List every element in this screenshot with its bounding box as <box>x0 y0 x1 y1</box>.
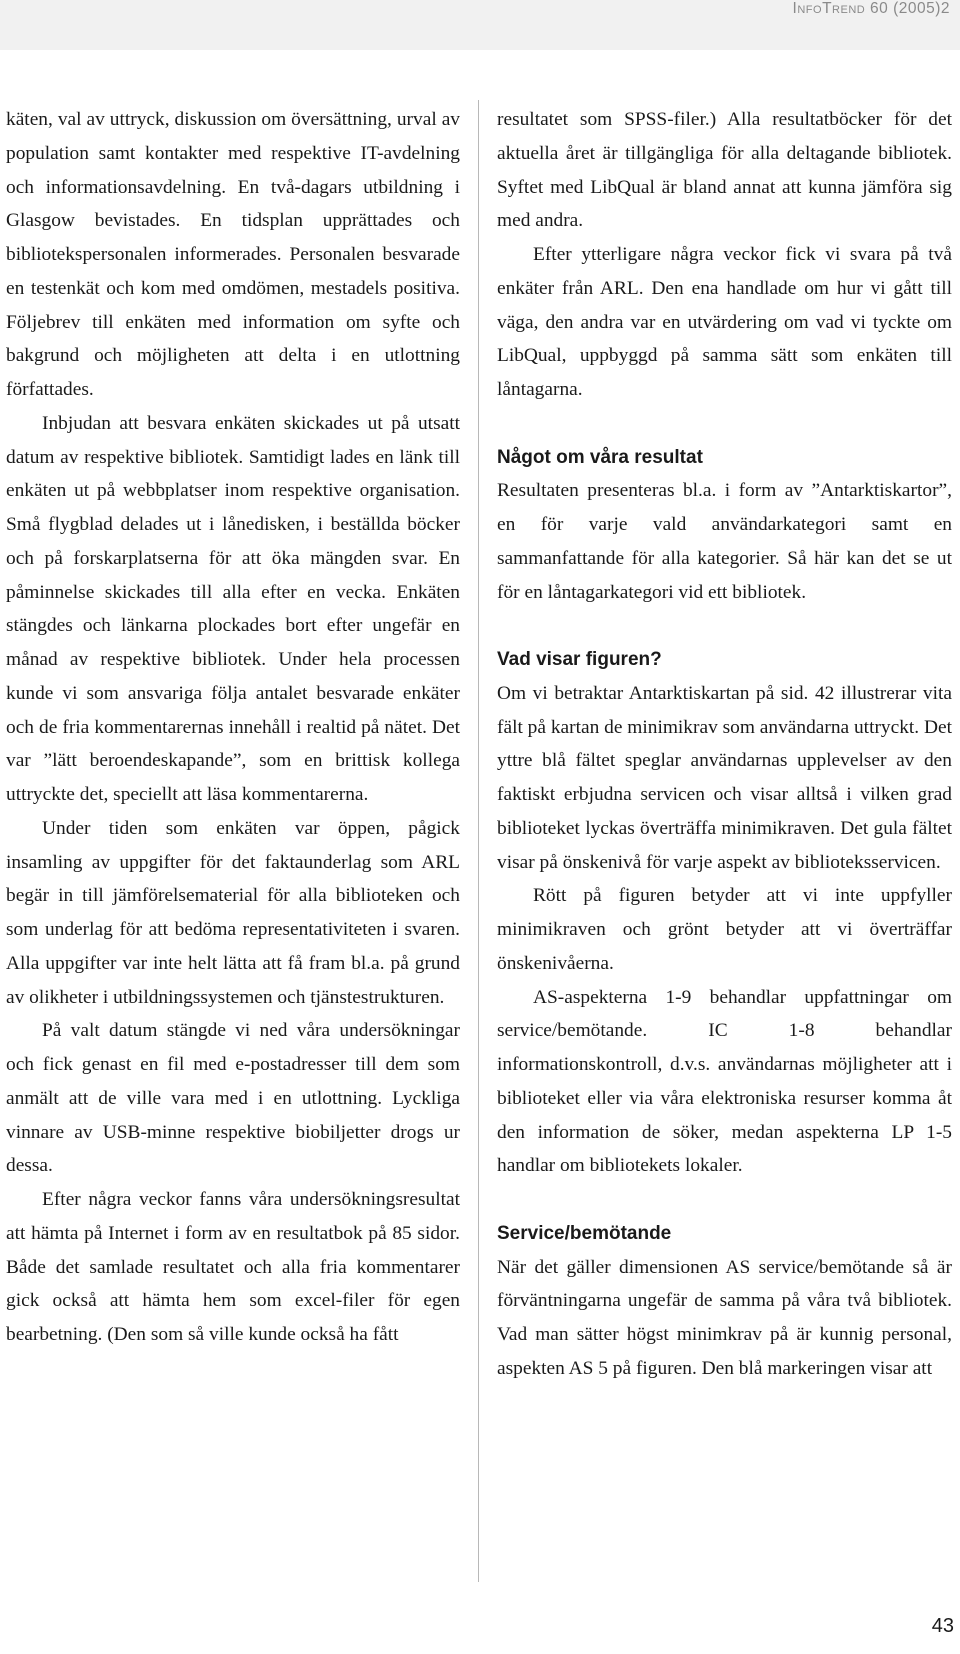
paragraph: Under tiden som enkäten var öppen, pågick insamling av uppgifter för det faktaunderlag som ARL begär in till jämförelsematerial för alla biblioteken och som underlag för att bedöma representativiteten i svaren. Alla uppgifter var inte helt lätta att få fram bl.a. på grund av olikheter i utbildningssystemen och tjänstestrukturen. <box>6 817 460 1008</box>
paragraph: AS-aspekterna 1-9 behandlar uppfattningar om service/bemötande. IC 1-8 behandlar informationskontroll, d.v.s. användarnas möjligheter att i biblioteket eller via våra elektroniska resurser komma åt den information de söker, medan aspekterna LP 1-5 handlar om bibliotekets lokaler. <box>497 986 952 1177</box>
paragraph: När det gäller dimensionen AS service/bemötande så är förväntningarna ungefär de samma på våra två bibliotek. Vad man sätter högst minimkrav på är kunnig personal, aspekten AS 5 på figuren. Den blå markeringen visar att <box>497 1256 952 1379</box>
section-heading-service: Service/bemötande <box>497 1222 672 1244</box>
paragraph: Inbjudan att besvara enkäten skickades ut på utsatt datum av respektive bibliotek. Samtidigt lades en länk till enkäten ut på webbplatser inom respektive organisation. Små flygblad delades ut i lånedisken, i beställda böcker och på forskarplatserna för att öka mängden svar. En påminnelse skickades till alla efter en vecka. Enkäten stängdes och länkarna plockades bort efter ungefär en månad av respektive bibliotek. Under hela processen kunde vi som ansvariga följa antalet besvarade enkäter och de fria kommentarernas innehåll i realtid på nätet. Det var ”lätt beroendeskapande”, som en brittisk kollega uttryckte det, speciellt att läsa kommentarerna. <box>6 412 460 805</box>
left-column <box>6 103 460 1352</box>
paragraph: Efter några veckor fanns våra undersökningsresultat att hämta på Internet i form av en resultatbok på 85 sidor. Både det samlade resultatet och alla fria kommentarer gick också att hämta hem som excel-filer för egen bearbetning. (Den som så ville kunde också ha fått <box>6 1189 460 1345</box>
spacer <box>497 1183 952 1217</box>
paragraph: resultatet som SPSS-filer.) Alla resultatböcker för det aktuella året är tillgängliga för alla deltagande bibliotek. Syftet med LibQual är bland annat att kunna jämföra sig med andra. <box>497 109 952 232</box>
page-number: 43 <box>931 1615 954 1637</box>
journal-header: InfoTrend 60 (2005)2 <box>792 0 950 17</box>
column-divider <box>478 100 479 1582</box>
paragraph: Resultaten presenteras bl.a. i form av ”Antarktiskartor”, en för varje vald användarkategori samt en sammanfattande för alla kategorier. Så här kan det se ut för en låntagarkategori vid ett bibliotek. <box>497 480 952 603</box>
paragraph: På valt datum stängde vi ned våra undersökningar och fick genast en fil med e-postadresser till dem som anmält att de ville vara med i en utlottning. Lyckliga vinnare av USB-minne respektive biobiljetter drogs ur dessa. <box>6 1020 460 1177</box>
section-heading-results: Något om våra resultat <box>497 446 703 468</box>
spacer <box>497 609 952 643</box>
section-heading-figure: Vad visar figuren? <box>497 649 662 670</box>
paragraph: käten, val av uttryck, diskussion om översättning, urval av population samt kontakter med respektive IT-avdelning och informationsavdelning. En två-dagars utbildning i Glasgow bevistades. En tidsplan upprättades och bibliotekspersonalen informerades. Personalen besvarade en testenkät och kom med omdömen, mestadels positiva. Följebrev till enkäten med information om syfte och bakgrund och möjligheten att delta i en utlottning författades. <box>6 109 460 400</box>
paragraph: Om vi betraktar Antarktiskartan på sid. 42 illustrerar vita fält på kartan de minimikrav som användarna uttryckt. Det yttre blå fältet speglar användarnas upplevelser av den faktiskt erbjudna servicen och visar alltså i vilken grad biblioteket lyckas överträffa minimikraven. Det gula fältet visar på önskenivå för varje aspekt av biblioteksservicen. <box>497 682 952 873</box>
paragraph: Rött på figuren betyder att vi inte uppfyller minimikraven och grönt betyder att vi överträffar önskenivåerna. <box>497 885 952 974</box>
spacer <box>497 407 952 441</box>
paragraph: Efter ytterligare några veckor fick vi svara på två enkäter från ARL. Den ena handlade om hur vi gått till väga, den andra var en utvärdering om vad vi tyckte om LibQual, uppbyggd på samma sätt som enkäten till låntagarna. <box>497 244 952 400</box>
right-column <box>497 103 952 1386</box>
